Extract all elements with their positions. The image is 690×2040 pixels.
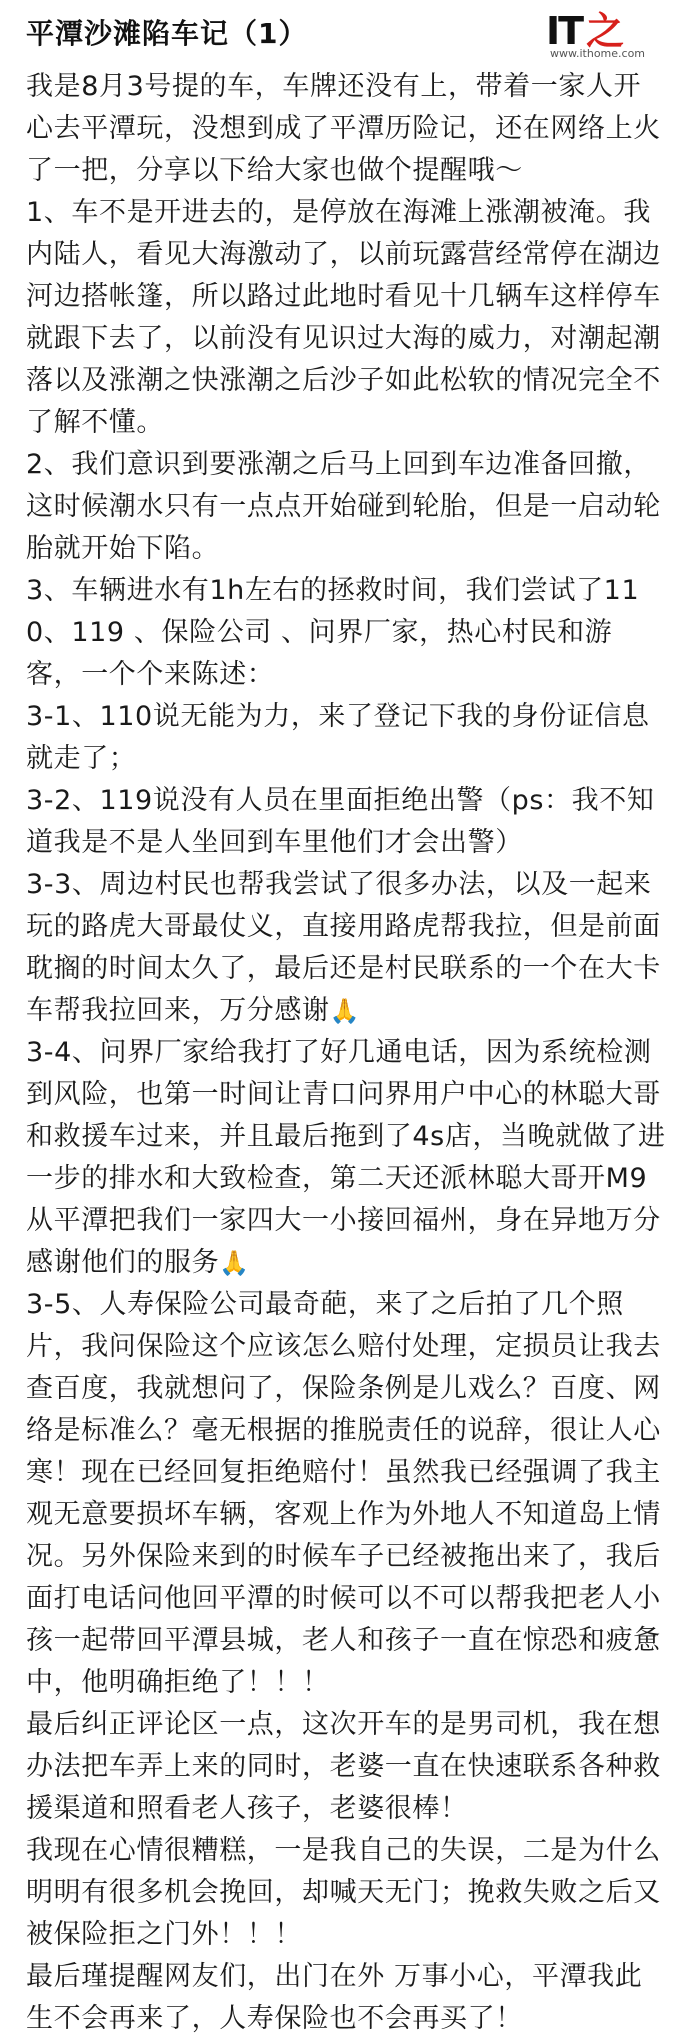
pray-emoji-icon: 🙏	[219, 1249, 250, 1277]
paragraph-3-4	[26, 1032, 666, 1284]
paragraph-correction: 最后纠正评论区一点，这次开车的是男司机，我在想办法把车弄上来的同时，老婆一直在快速联系各种救援渠道和照看老人孩子，老婆很棒！	[26, 1709, 661, 1824]
paragraph-3: 3、车辆进水有1h左右的拯救时间，我们尝试了110、119 、保险公司 、问界厂家，热心村民和游客，一个个来陈述：	[26, 575, 640, 690]
paragraph-3-2: 3-2、119说没有人员在里面拒绝出警（ps：我不知道我是不是人坐回到车里他们才会出警）	[26, 785, 655, 858]
paragraph-feelings: 我现在心情很糟糕，一是我自己的失误，二是为什么明明有很多机会挽回，却喊天无门；挽救失败之后又被保险拒之门外！！！	[26, 1835, 661, 1950]
watermark-url: www.ithome.com	[550, 47, 646, 60]
paragraph-intro: 我是8月3号提的车，车牌还没有上，带着一家人开心去平潭玩，没想到成了平潭历险记，还在网络上火了一把，分享以下给大家也做个提醒哦～	[26, 71, 661, 186]
paragraph-3-3	[26, 864, 666, 1032]
ithome-logo-icon: IT 之	[546, 9, 623, 53]
paragraph-3-3-text: 3-3、周边村民也帮我尝试了很多办法，以及一起来玩的路虎大哥最仗义，直接用路虎帮我拉，但是前面耽搁的时间太久了，最后还是村民联系的一个在大卡车帮我拉回来，万分感谢	[26, 869, 661, 1026]
paragraph-3-5: 3-5、人寿保险公司最奇葩，来了之后拍了几个照片，我问保险这个应该怎么赔付处理，定损员让我去查百度，我就想问了，保险条例是儿戏么？百度、网络是标准么？毫无根据的推脱责任的说辞，很让人心寒！现在已经回复拒绝赔付！虽然我已经强调了我主观无意要损坏车辆，客观上作为外地人不知道岛上情况。另外保险来到的时候车子已经被拖出来了，我后面打电话问他回平潭的时候可以不可以帮我把老人小孩一起带回平潭县城，老人和孩子一直在惊恐和疲惫中，他明确拒绝了！！！	[26, 1289, 661, 1698]
paragraph-1: 1、车不是开进去的，是停放在海滩上涨潮被淹。我内陆人，看见大海激动了，以前玩露营经常停在湖边河边搭帐篷，所以路过此地时看见十几辆车这样停车就跟下去了，以前没有见识过大海的威力，对潮起潮落以及涨潮之快涨潮之后沙子如此松软的情况完全不了解不懂。	[26, 197, 661, 438]
paragraph-3-4-text: 3-4、问界厂家给我打了好几通电话，因为系统检测到风险，也第一时间让青口问界用户中心的林聪大哥和救援车过来，并且最后拖到了4s店，当晚就做了进一步的排水和大致检查，第二天还派林聪大哥开M9从平潭把我们一家四大一小接回福州，身在异地万分感谢他们的服务	[26, 1037, 666, 1278]
article-body	[26, 66, 666, 2040]
ithome-watermark	[546, 9, 664, 60]
article-title: 平潭沙滩陷车记（1）	[26, 17, 308, 50]
pray-emoji-icon: 🙏	[329, 997, 361, 1025]
paragraph-2: 2、我们意识到要涨潮之后马上回到车边准备回撤，这时候潮水只有一点点开始碰到轮胎，但是一启动轮胎就开始下陷。	[26, 449, 661, 564]
paragraph-final-reminder: 最后瑾提醒网友们，出门在外 万事小心，平潭我此生不会再来了，人寿保险也不会再买了！	[26, 1961, 643, 2034]
paragraph-3-1: 3-1、110说无能为力，来了登记下我的身份证信息就走了；	[26, 701, 650, 774]
